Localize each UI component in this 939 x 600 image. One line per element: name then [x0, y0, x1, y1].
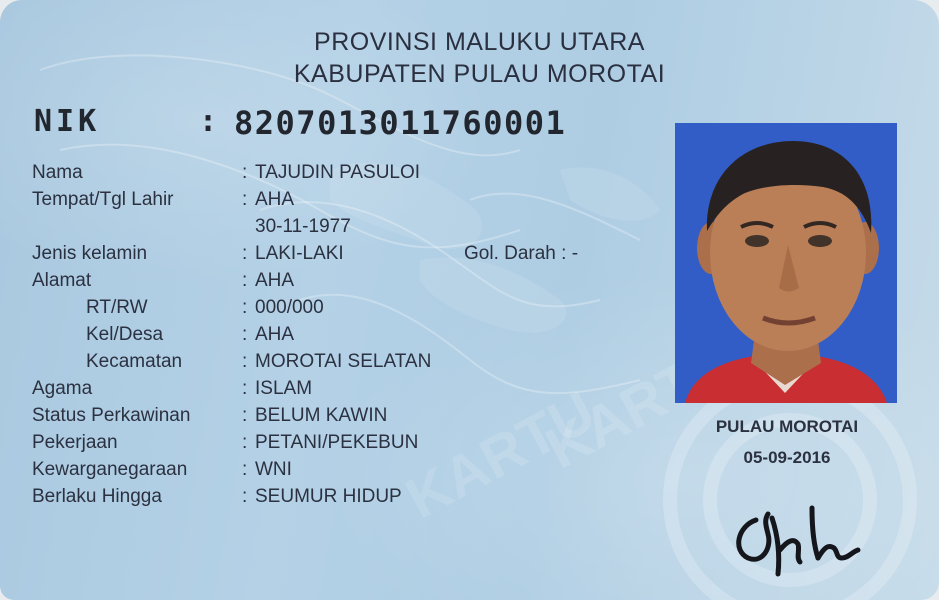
religion-value: : ISLAM [242, 378, 313, 399]
religion-label: Agama [32, 378, 93, 399]
birth-label: Tempat/Tgl Lahir [32, 189, 174, 210]
blood-type: Gol. Darah : - [464, 243, 579, 264]
citizenship-text: WNI [255, 459, 292, 480]
rt-rw-value: : 000/000 [242, 297, 324, 318]
svg-text:KARTU: KARTU [535, 328, 746, 482]
occupation-value: : PETANI/PEKEBUN [242, 432, 419, 453]
marital-status-text: BELUM KAWIN [255, 405, 388, 426]
blood-type-label: Gol. Darah [464, 243, 556, 264]
valid-until-text: SEUMUR HIDUP [255, 486, 402, 507]
name-text: TAJUDIN PASULOI [255, 162, 421, 183]
svg-text:KARTU: KARTU [395, 378, 606, 532]
district-text: MOROTAI SELATAN [255, 351, 432, 372]
signature [728, 500, 868, 580]
address-label: Alamat [32, 270, 92, 291]
holder-photo [675, 123, 897, 403]
gender-text: LAKI-LAKI [255, 243, 344, 264]
valid-until-label: Berlaku Hingga [32, 486, 162, 507]
name-label: Nama [32, 162, 83, 183]
province-title: PROVINSI MALUKU UTARA [314, 28, 645, 56]
religion-text: ISLAM [255, 378, 313, 399]
occupation-text: PETANI/PEKEBUN [255, 432, 419, 453]
birth-place-value: : AHA [242, 189, 295, 210]
nik-value: 8207013011760001 [234, 104, 567, 142]
nik-label: NIK [34, 104, 101, 139]
issue-date: 05-09-2016 [743, 448, 831, 467]
village-text: AHA [255, 324, 295, 345]
birth-date-value: 30-11-1977 [255, 216, 351, 237]
marital-status-value: : BELUM KAWIN [242, 405, 388, 426]
issue-place: PULAU MOROTAI [715, 417, 859, 436]
gender-label: Jenis kelamin [32, 243, 148, 264]
nik-row [34, 104, 674, 146]
occupation-label: Pekerjaan [32, 432, 118, 453]
regency-title: KABUPATEN PULAU MOROTAI [293, 60, 666, 88]
nik-colon: : [199, 104, 218, 139]
blood-type-value: - [571, 243, 579, 264]
village-label: Kel/Desa [86, 324, 164, 345]
village-value: : AHA [242, 324, 295, 345]
gender-value: : LAKI-LAKI [242, 243, 344, 264]
rt-rw-text: 000/000 [255, 297, 324, 318]
birth-place-text: AHA [255, 189, 295, 210]
citizenship-label: Kewarganegaraan [32, 459, 188, 480]
rt-rw-label: RT/RW [86, 297, 148, 318]
portrait-image [675, 123, 897, 403]
name-value: : TAJUDIN PASULOI [242, 162, 421, 183]
district-value: : MOROTAI SELATAN [242, 351, 432, 372]
marital-status-label: Status Perkawinan [32, 405, 191, 426]
citizenship-value: : WNI [242, 459, 292, 480]
district-label: Kecamatan [86, 351, 183, 372]
address-value: : AHA [242, 270, 295, 291]
address-text: AHA [255, 270, 295, 291]
valid-until-value: : SEUMUR HIDUP [242, 486, 402, 507]
